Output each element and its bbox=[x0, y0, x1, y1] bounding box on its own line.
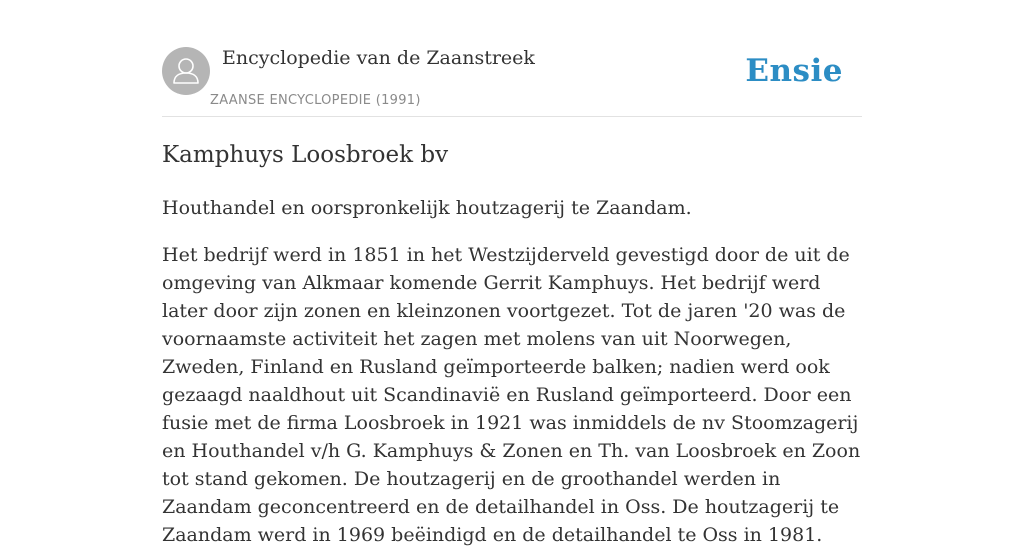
source-avatar[interactable] bbox=[162, 47, 210, 95]
user-silhouette-icon bbox=[162, 47, 210, 95]
ensie-logo[interactable]: Ensie bbox=[745, 53, 843, 89]
source-subtitle: ZAANSE ENCYCLOPEDIE (1991) bbox=[210, 93, 421, 108]
source-header bbox=[162, 46, 862, 117]
article-title: Kamphuys Loosbroek bv bbox=[162, 142, 449, 168]
article bbox=[162, 139, 864, 549]
article-body: Het bedrijf werd in 1851 in het Westzijderveld gevestigd door de uit de omgeving van Alkmaar komende Gerrit Kamphuys. Het bedrijf werd later door zijn zonen en kleinzonen voortgezet. Tot de jaren '20 was de voornaamste activiteit het zagen met molens van uit Noorwegen, Zweden, Finland en Rusland geïmporteerde balken; nadien werd ook gezaagd naaldhout uit Scandinavië en Rusland geïmporteerd. Door een fusie met de firma Loosbroek in 1921 was inmiddels de nv Stoomzagerij en Houthandel v/h G. Kamphuys & Zonen en Th. van Loosbroek en Zoon tot stand gekomen. De houtzagerij en de groothandel werden in Zaandam geconcentreerd en de detailhandel in Oss. De houtzagerij te Zaandam werd in 1969 beëindigd en de detailhandel te Oss in 1981. bbox=[162, 244, 861, 546]
article-lead: Houthandel en oorspronkelijk houtzagerij te Zaandam. bbox=[162, 197, 692, 219]
source-title[interactable]: Encyclopedie van de Zaanstreek bbox=[222, 47, 535, 69]
